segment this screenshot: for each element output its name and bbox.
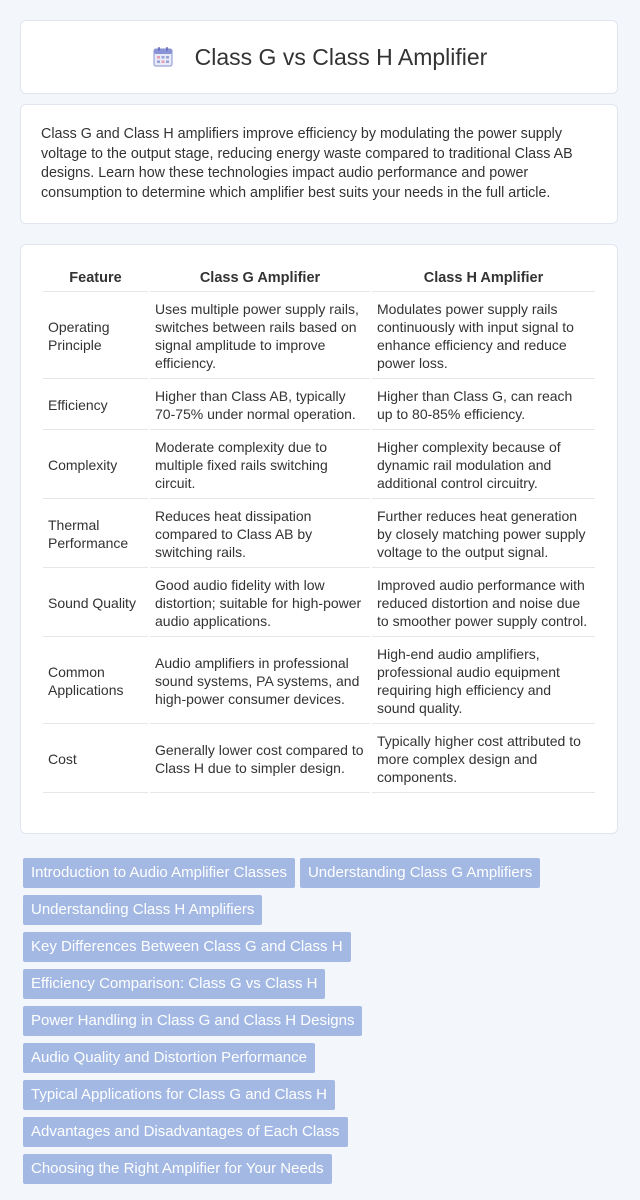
link-tag[interactable]: Understanding Class G Amplifiers (300, 858, 540, 888)
class-h-cell: Modulates power supply rails continuously with input signal to enhance efficiency and reduce power loss. (372, 294, 595, 379)
class-h-cell: Higher complexity because of dynamic rail modulation and additional control circuitry. (372, 432, 595, 499)
class-h-cell: Improved audio performance with reduced distortion and noise due to smoother power supply control. (372, 570, 595, 637)
calendar-icon (151, 45, 175, 69)
class-h-cell: Further reduces heat generation by closely matching power supply voltage to the output signal. (372, 501, 595, 568)
table-row (43, 432, 595, 499)
header-class-h: Class H Amplifier (372, 265, 595, 292)
class-h-cell: High-end audio amplifiers, professional audio equipment requiring high efficiency and sound quality. (372, 639, 595, 724)
table-row (43, 381, 595, 430)
feature-cell: Efficiency (43, 381, 148, 430)
link-tag[interactable]: Choosing the Right Amplifier for Your Needs (23, 1154, 332, 1184)
class-g-cell: Audio amplifiers in professional sound systems, PA systems, and high-power consumer devices. (150, 639, 370, 724)
related-links (23, 858, 613, 1191)
class-g-cell: Uses multiple power supply rails, switches between rails based on signal amplitude to improve efficiency. (150, 294, 370, 379)
intro-card (20, 104, 618, 224)
link-tag[interactable]: Audio Quality and Distortion Performance (23, 1043, 315, 1073)
class-g-cell: Reduces heat dissipation compared to Class AB by switching rails. (150, 501, 370, 568)
table-row (43, 726, 595, 793)
header-class-g: Class G Amplifier (150, 265, 370, 292)
class-g-cell: Generally lower cost compared to Class H due to simpler design. (150, 726, 370, 793)
link-tag[interactable]: Typical Applications for Class G and Class H (23, 1080, 335, 1110)
intro-text: Class G and Class H amplifiers improve efficiency by modulating the power supply voltage to the output stage, reducing energy waste compared to traditional Class AB designs. Learn how these technologies impact audio performance and power consumption to determine which amplifier best suits your needs in the full article. (41, 126, 573, 201)
class-h-cell: Higher than Class G, can reach up to 80-85% efficiency. (372, 381, 595, 430)
table-header-row (43, 265, 595, 292)
link-tag[interactable]: Advantages and Disadvantages of Each Class (23, 1117, 348, 1147)
link-tag[interactable]: Power Handling in Class G and Class H Designs (23, 1006, 362, 1036)
feature-cell: Common Applications (43, 639, 148, 724)
feature-cell: Sound Quality (43, 570, 148, 637)
table-row (43, 294, 595, 379)
feature-cell: Cost (43, 726, 148, 793)
link-tag[interactable]: Understanding Class H Amplifiers (23, 895, 262, 925)
class-g-cell: Higher than Class AB, typically 70-75% under normal operation. (150, 381, 370, 430)
comparison-table (41, 263, 597, 795)
class-g-cell: Moderate complexity due to multiple fixed rails switching circuit. (150, 432, 370, 499)
header-feature: Feature (43, 265, 148, 292)
table-row (43, 501, 595, 568)
table-row (43, 570, 595, 637)
link-tag[interactable]: Introduction to Audio Amplifier Classes (23, 858, 295, 888)
comparison-table-card (20, 244, 618, 834)
table-row (43, 639, 595, 724)
page-title: Class G vs Class H Amplifier (194, 43, 488, 70)
link-tag[interactable]: Efficiency Comparison: Class G vs Class H (23, 969, 325, 999)
link-tag[interactable]: Key Differences Between Class G and Class H (23, 932, 351, 962)
feature-cell: Thermal Performance (43, 501, 148, 568)
class-h-cell: Typically higher cost attributed to more complex design and components. (372, 726, 595, 793)
class-g-cell: Good audio fidelity with low distortion; suitable for high-power audio applications. (150, 570, 370, 637)
feature-cell: Complexity (43, 432, 148, 499)
title-card (20, 20, 618, 94)
feature-cell: Operating Principle (43, 294, 148, 379)
